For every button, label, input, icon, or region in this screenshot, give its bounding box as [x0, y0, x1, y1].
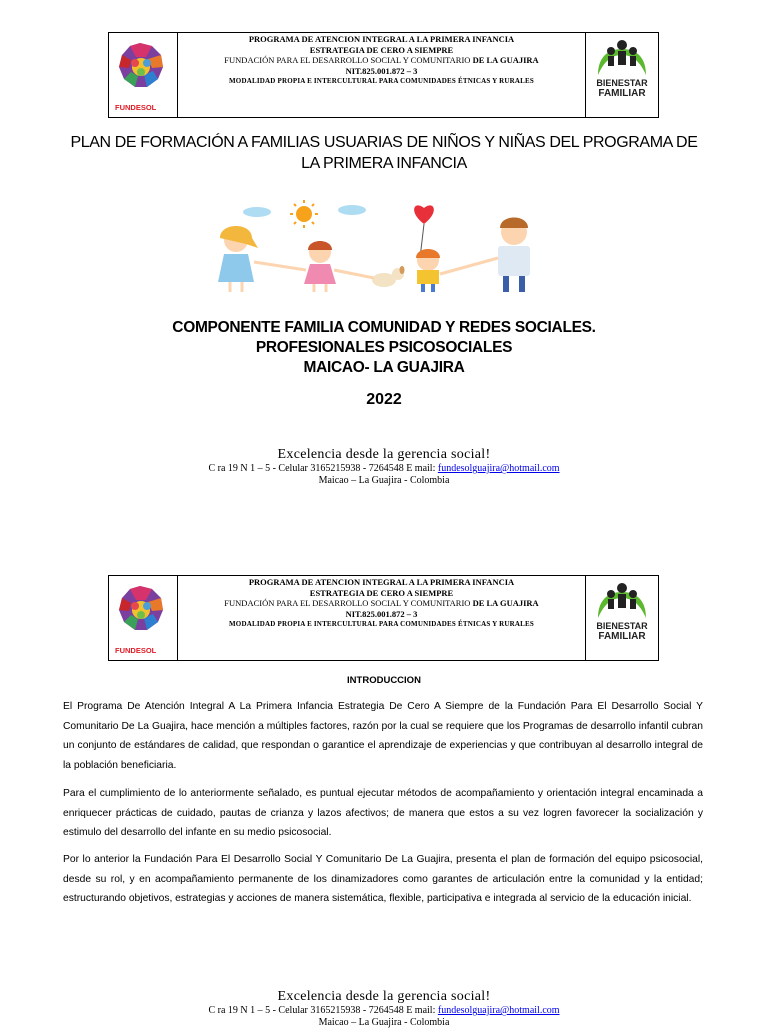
- bienestar-familiar-logo: [585, 33, 658, 117]
- header-program: PROGRAMA DE ATENCION INTEGRAL A LA PRIMERA INFANCIA: [248, 34, 515, 44]
- family-illustration: [202, 196, 562, 296]
- cover-year: 2022: [366, 391, 402, 408]
- document-header-page2: [108, 575, 659, 661]
- footer-city: Maicao – La Guajira - Colombia: [318, 475, 450, 486]
- footer-email-link[interactable]: fundesolguajira@hotmail.com: [437, 463, 560, 474]
- sun-icon: [290, 200, 318, 228]
- footer-city: Maicao – La Guajira - Colombia: [318, 1017, 450, 1028]
- header-nit: NIT.825.001.872 – 3: [345, 608, 418, 619]
- bienestar-logo-text: BIENESTAR FAMILIAR: [596, 78, 648, 99]
- header-foundation: FUNDACIÓN PARA EL DESARROLLO SOCIAL Y COMUNITARIO DE LA GUAJIRA: [224, 55, 539, 65]
- bienestar-familiar-logo: [585, 576, 658, 660]
- fundesol-logo-text: FUNDESOL: [115, 103, 157, 112]
- fundesol-logo-text: FUNDESOL: [115, 646, 157, 655]
- fundesol-logo: [109, 33, 178, 117]
- fundesol-logo: [109, 576, 178, 660]
- footer-slogan: Excelencia desde la gerencia social!: [277, 447, 491, 462]
- footer-contact: C ra 19 N 1 – 5 - Celular 3165215938 - 7264548 E mail: fundesolguajira@hotmail.com: [208, 463, 560, 474]
- header-strategy: ESTRATEGIA DE CERO A SIEMPRE: [309, 587, 454, 598]
- document-header: [108, 32, 659, 118]
- intro-paragraph-2: Para el cumplimiento de lo anteriormente señalado, es puntual ejecutar métodos de acompañamiento y orientación integral encaminada a enriquecer prácticas de cuidado, pautas de crianza y lazos afectivos; de manera que estos a su vez logren favorecer la socialización y estimulo del desarrollo del infante en su medio psicosocial.: [63, 788, 703, 838]
- page-footer: [0, 446, 768, 487]
- header-modality: MODALIDAD PROPIA E INTERCULTURAL PARA COMUNIDADES ÉTNICAS Y RURALES: [229, 620, 534, 628]
- page-footer-page2: [0, 988, 768, 1029]
- footer-slogan: Excelencia desde la gerencia social!: [277, 989, 491, 1004]
- header-modality: MODALIDAD PROPIA E INTERCULTURAL PARA COMUNIDADES ÉTNICAS Y RURALES: [229, 77, 534, 85]
- component-block: COMPONENTE FAMILIA COMUNIDAD Y REDES SOCIALES. PROFESIONALES PSICOSOCIALES MAICAO- LA GUAJIRA: [172, 319, 596, 376]
- header-strategy: ESTRATEGIA DE CERO A SIEMPRE: [309, 44, 454, 55]
- footer-contact: C ra 19 N 1 – 5 - Celular 3165215938 - 7264548 E mail: fundesolguajira@hotmail.com: [208, 1005, 560, 1016]
- header-text: [178, 33, 585, 117]
- footer-email-link[interactable]: fundesolguajira@hotmail.com: [437, 1005, 560, 1016]
- header-text: [178, 576, 585, 660]
- bienestar-logo-text: BIENESTAR FAMILIAR: [596, 621, 648, 642]
- cover-title: PLAN DE FORMACIÓN A FAMILIAS USUARIAS DE NIÑOS Y NIÑAS DEL PROGRAMA DE LA PRIMERA INFANCIA: [70, 134, 698, 172]
- header-foundation: FUNDACIÓN PARA EL DESARROLLO SOCIAL Y COMUNITARIO DE LA GUAJIRA: [224, 598, 539, 608]
- intro-paragraph-3: Por lo anterior la Fundación Para El Desarrollo Social Y Comunitario De La Guajira, presenta el plan de formación del equipo psicosocial, desde su rol, y en acompañamiento permanente de los dinamizadores como garantes de articulación entre la comunidad y la entidad; estructurando objetivos, estrategias y acciones de manera sistemática, flexible, participativa e integrada al servicio de la educación inicial.: [63, 854, 703, 904]
- header-program: PROGRAMA DE ATENCION INTEGRAL A LA PRIMERA INFANCIA: [248, 577, 515, 587]
- header-nit: NIT.825.001.872 – 3: [345, 65, 418, 76]
- intro-heading: INTRODUCCION: [347, 675, 421, 686]
- intro-paragraph-1: El Programa De Atención Integral A La Primera Infancia Estrategia De Cero A Siempre de la Fundación Para El Desarrollo Social Y Comunitario De La Guajira, hace mención a múltiples factores, razón por la cual se requiere que los Programas de desarrollo infantil cubran un conjunto de estándares de calidad, que respondan o garantice el aprendizaje de experiencias y que contribuyan al desarrollo integral de la población beneficiaria.: [63, 701, 703, 771]
